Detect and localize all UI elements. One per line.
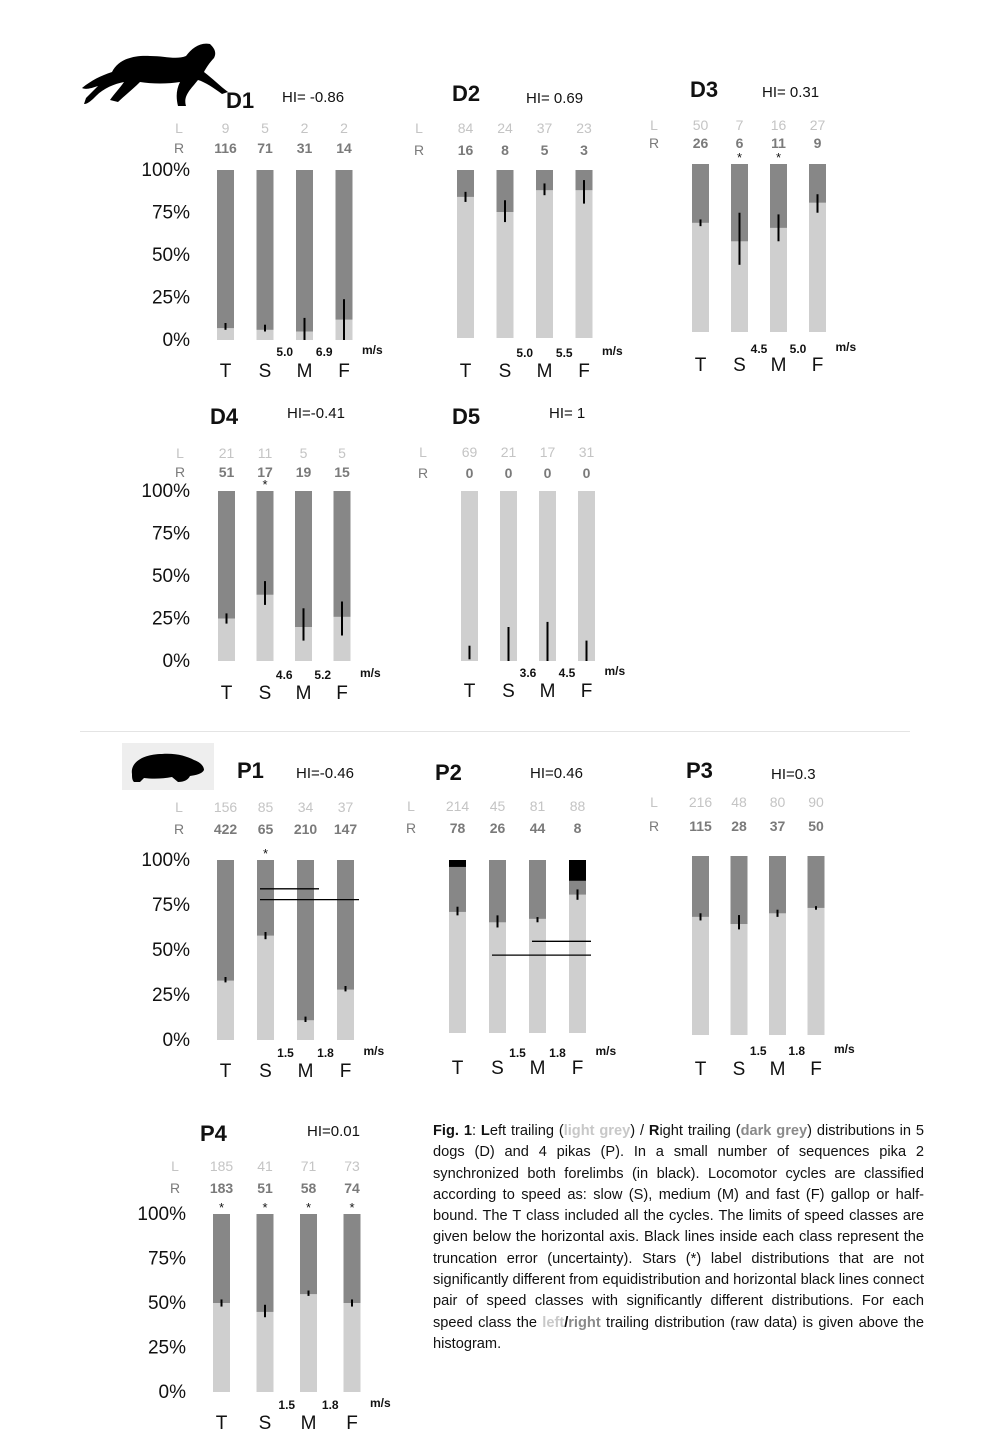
- bar-left-trailing: [809, 203, 826, 332]
- left-count: 2: [340, 120, 348, 136]
- y-tick-label: 100%: [137, 1204, 186, 1225]
- left-count: 16: [770, 117, 787, 133]
- bar-left-trailing: [217, 328, 234, 340]
- speed-limit-label: 1.5: [277, 1046, 294, 1060]
- left-count: 185: [209, 1158, 234, 1174]
- panel-title: P1: [237, 758, 264, 783]
- right-count: 115: [689, 818, 712, 834]
- bar-left-trailing: [213, 1303, 230, 1392]
- hi-index-label: HI=-0.46: [296, 765, 354, 782]
- y-tick-label: 25%: [147, 1337, 186, 1359]
- speed-limit-label: 1.5: [509, 1046, 526, 1060]
- speed-limit-label: 1.8: [788, 1044, 806, 1058]
- category-label: T: [463, 681, 476, 702]
- right-count: 0: [465, 465, 474, 481]
- panel-title: P4: [200, 1121, 227, 1146]
- left-count: 81: [529, 798, 546, 814]
- left-count: 84: [457, 120, 474, 136]
- y-tick-label: 25%: [151, 985, 190, 1006]
- right-count: 74: [344, 1180, 360, 1196]
- left-count: 156: [213, 799, 238, 815]
- figure-caption: [433, 1121, 924, 1355]
- unit-label: m/s: [360, 666, 381, 680]
- y-tick-label: 50%: [151, 940, 190, 961]
- row-label-left: L: [175, 799, 183, 815]
- category-label: S: [491, 1058, 504, 1079]
- right-count: 37: [769, 818, 786, 834]
- caption-l: L: [480, 1123, 490, 1139]
- category-label: F: [571, 1058, 584, 1079]
- left-count: 41: [257, 1158, 273, 1174]
- row-label-left: L: [650, 794, 658, 810]
- left-count: 21: [218, 445, 235, 461]
- equidistribution-star: *: [349, 1200, 355, 1215]
- bar-left-trailing: [217, 981, 234, 1040]
- hi-index-label: HI= 0.31: [762, 84, 820, 101]
- category-label: T: [694, 355, 707, 376]
- equidistribution-star: *: [305, 1200, 312, 1215]
- category-label: F: [336, 683, 348, 704]
- speed-limit-label: 6.9: [315, 345, 333, 359]
- category-label: S: [259, 1061, 272, 1082]
- category-label: F: [578, 361, 590, 382]
- right-count: 51: [218, 464, 235, 480]
- category-label: T: [459, 361, 472, 382]
- bar-left-trailing: [692, 917, 709, 1035]
- left-count: 69: [461, 444, 478, 460]
- right-count: 17: [257, 464, 273, 480]
- speed-limit-label: 1.8: [317, 1046, 334, 1060]
- hi-index-label: HI=0.46: [530, 765, 583, 782]
- left-count: 71: [300, 1158, 317, 1174]
- equidistribution-star: *: [262, 1200, 268, 1215]
- bar-left-trailing: [449, 912, 466, 1033]
- right-count: 147: [333, 821, 358, 837]
- speed-limit-label: 1.8: [549, 1046, 566, 1060]
- speed-limit-label: 4.6: [275, 668, 293, 682]
- bar-left-trailing: [489, 922, 506, 1033]
- category-label: F: [811, 355, 824, 376]
- category-label: S: [732, 1059, 746, 1080]
- speed-limit-label: 3.6: [519, 666, 537, 680]
- panel-title: D5: [452, 404, 481, 429]
- panel-title: P2: [435, 760, 462, 785]
- left-count: 214: [445, 798, 470, 814]
- right-count: 3: [580, 142, 588, 158]
- category-label: F: [580, 681, 593, 702]
- caption-dark-grey: dark grey: [740, 1123, 808, 1139]
- category-label: M: [770, 355, 787, 376]
- category-label: F: [338, 361, 350, 382]
- unit-label: m/s: [363, 1044, 385, 1058]
- bar-right-trailing: [297, 860, 314, 1040]
- unit-label: m/s: [834, 1042, 855, 1056]
- y-tick-label: 75%: [147, 1248, 186, 1270]
- right-count: 28: [731, 818, 747, 834]
- panel-title: D1: [226, 88, 255, 113]
- right-count: 0: [543, 465, 552, 481]
- right-count: 8: [501, 142, 509, 158]
- bar-left-trailing: [692, 223, 709, 332]
- left-count: 23: [576, 120, 592, 136]
- category-label: S: [502, 681, 515, 702]
- left-count: 17: [539, 444, 556, 460]
- pika-silhouette-icon: [122, 743, 214, 790]
- equidistribution-star: *: [736, 150, 743, 165]
- right-count: 78: [449, 820, 466, 836]
- left-count: 73: [344, 1158, 360, 1174]
- row-label-right: R: [648, 135, 660, 151]
- category-label: T: [451, 1058, 464, 1079]
- bar-left-trailing: [300, 1294, 317, 1392]
- speed-limit-label: 5.0: [276, 345, 294, 359]
- right-count: 16: [457, 142, 474, 158]
- category-label: M: [536, 361, 553, 382]
- category-label: S: [258, 1413, 272, 1434]
- row-label-left: L: [175, 120, 183, 136]
- caption-text: eft trailing (: [489, 1123, 564, 1139]
- y-tick-label: 75%: [151, 202, 190, 224]
- caption-text: ) distributions in 5 dogs (D) and 4 pikas (P). In a small number of sequences pika 2 synchronized both forelimbs (in black). Locomotor cycles are classified according to speed as: slow (S), medium (M) and fast (F) gallop or half-bound. The T class included all the cycles. The limits of speed classes are given below the horizontal axis. Black lines inside each class represent the truncation error (uncertainty). Stars (*) label distributions that are not significantly different from equidistribution and horizontal black lines connect pair of speed classes with significantly different distributions. For each speed class the: [433, 1123, 925, 1331]
- equidistribution-star: *: [218, 1200, 225, 1215]
- speed-limit-label: 4.5: [558, 666, 576, 680]
- right-count: 11: [771, 135, 786, 151]
- caption-fig: Fig. 1: [433, 1123, 472, 1139]
- y-tick-label: 0%: [162, 1030, 190, 1051]
- left-count: 7: [735, 117, 744, 133]
- category-label: F: [810, 1059, 822, 1080]
- equidistribution-star: *: [262, 477, 268, 492]
- right-count: 65: [257, 821, 274, 837]
- category-label: M: [295, 683, 312, 704]
- row-label-right: R: [417, 465, 429, 481]
- right-count: 183: [209, 1180, 234, 1196]
- speed-limit-label: 5.2: [314, 668, 332, 682]
- unit-label: m/s: [604, 664, 626, 678]
- y-tick-label: 0%: [162, 330, 190, 351]
- y-tick-label: 75%: [151, 523, 190, 545]
- bar-right-trailing: [296, 170, 313, 340]
- row-label-right: R: [413, 142, 425, 158]
- left-count: 88: [569, 798, 586, 814]
- speed-limit-label: 5.0: [789, 342, 807, 356]
- panel-title: D4: [210, 404, 239, 429]
- left-count: 80: [769, 794, 786, 810]
- caption-text: ) /: [630, 1123, 649, 1139]
- right-count: 8: [573, 820, 582, 836]
- left-count: 37: [536, 120, 553, 136]
- caption-text: trailing distribution (raw data) is given above the histogram.: [433, 1314, 924, 1352]
- row-label-right: R: [169, 1180, 181, 1196]
- category-label: S: [733, 355, 746, 376]
- hi-index-label: HI= 1: [549, 405, 586, 422]
- bar-left-trailing: [576, 190, 593, 338]
- left-count: 11: [257, 445, 273, 461]
- category-label: M: [297, 1061, 314, 1082]
- right-count: 58: [300, 1180, 317, 1196]
- hi-index-label: HI=0.01: [307, 1123, 360, 1140]
- y-tick-label: 50%: [147, 1293, 186, 1314]
- row-label-right: R: [174, 464, 186, 480]
- left-count: 45: [489, 798, 506, 814]
- speed-limit-label: 1.8: [321, 1398, 339, 1412]
- y-tick-label: 0%: [162, 651, 190, 672]
- hi-index-label: HI= -0.86: [282, 89, 345, 106]
- left-count: 2: [300, 120, 309, 136]
- bar-left-trailing: [461, 491, 478, 661]
- category-label: M: [296, 361, 313, 382]
- y-tick-label: 50%: [151, 566, 190, 587]
- row-label-left: L: [407, 798, 415, 814]
- category-label: T: [694, 1059, 707, 1080]
- equidistribution-star: *: [775, 150, 782, 165]
- right-count: 71: [257, 140, 273, 156]
- category-label: F: [339, 1061, 352, 1082]
- category-label: T: [215, 1413, 228, 1434]
- unit-label: m/s: [362, 343, 383, 357]
- right-count: 9: [813, 135, 822, 151]
- bar-left-trailing: [337, 990, 354, 1040]
- panel-title: P3: [686, 758, 713, 783]
- category-label: F: [346, 1413, 358, 1434]
- category-label: T: [219, 361, 232, 382]
- y-tick-label: 100%: [141, 160, 190, 181]
- left-count: 85: [257, 799, 274, 815]
- row-label-left: L: [176, 445, 184, 461]
- bar-left-trailing: [457, 197, 474, 338]
- speed-limit-label: 1.5: [278, 1398, 296, 1412]
- unit-label: m/s: [370, 1396, 391, 1410]
- bar-left-trailing: [257, 1312, 274, 1392]
- y-tick-label: 25%: [151, 608, 190, 630]
- bar-synchronized: [569, 860, 586, 881]
- right-count: 26: [692, 135, 709, 151]
- bar-left-trailing: [344, 1303, 361, 1392]
- y-tick-label: 100%: [141, 850, 190, 871]
- bar-left-trailing: [297, 1020, 314, 1040]
- caption-r: R: [648, 1123, 660, 1139]
- left-count: 5: [261, 120, 269, 136]
- y-tick-label: 75%: [151, 895, 190, 916]
- caption-slash: /: [564, 1314, 569, 1331]
- left-count: 5: [338, 445, 346, 461]
- row-label-right: R: [173, 821, 185, 837]
- right-count: 14: [336, 140, 352, 156]
- right-count: 210: [293, 821, 318, 837]
- bar-left-trailing: [536, 190, 553, 338]
- unit-label: m/s: [595, 1044, 617, 1058]
- category-label: M: [539, 681, 556, 702]
- caption-left: left: [542, 1314, 565, 1331]
- row-label-right: R: [648, 818, 660, 834]
- category-label: S: [258, 683, 272, 704]
- right-count: 51: [257, 1180, 273, 1196]
- bar-left-trailing: [529, 919, 546, 1033]
- category-label: T: [220, 683, 233, 704]
- caption-light-grey: light grey: [563, 1123, 631, 1139]
- caption-text: ight trailing (: [659, 1123, 741, 1139]
- bar-left-trailing: [731, 924, 748, 1035]
- right-count: 31: [296, 140, 313, 156]
- category-label: S: [498, 361, 512, 382]
- row-label-right: R: [405, 820, 417, 836]
- category-label: S: [258, 361, 272, 382]
- panel-title: D2: [452, 81, 481, 106]
- row-label-left: L: [415, 120, 423, 136]
- y-tick-label: 100%: [141, 481, 190, 502]
- separator-line: [80, 731, 910, 732]
- row-label-left: L: [171, 1158, 179, 1174]
- category-label: M: [769, 1059, 786, 1080]
- right-count: 26: [489, 820, 506, 836]
- y-tick-label: 50%: [151, 245, 190, 266]
- caption-right: right: [568, 1314, 601, 1331]
- bar-left-trailing: [218, 619, 235, 662]
- left-count: 9: [221, 120, 230, 136]
- hi-index-label: HI=0.3: [771, 766, 816, 783]
- left-count: 24: [497, 120, 513, 136]
- left-count: 21: [500, 444, 517, 460]
- bar-left-trailing: [497, 212, 514, 338]
- right-count: 0: [582, 465, 591, 481]
- category-label: M: [529, 1058, 546, 1079]
- speed-limit-label: 4.5: [750, 342, 768, 356]
- bar-left-trailing: [770, 228, 787, 332]
- hi-index-label: HI=-0.41: [287, 405, 345, 422]
- right-count: 116: [214, 140, 237, 156]
- bar-left-trailing: [257, 936, 274, 1040]
- panel-title: D3: [690, 77, 719, 102]
- bar-left-trailing: [769, 913, 786, 1035]
- right-count: 19: [295, 464, 312, 480]
- y-tick-label: 0%: [158, 1382, 186, 1403]
- left-count: 48: [731, 794, 747, 810]
- left-count: 50: [692, 117, 709, 133]
- row-label-left: L: [419, 444, 427, 460]
- right-count: 50: [808, 818, 824, 834]
- bar-synchronized: [449, 860, 466, 867]
- y-tick-label: 25%: [151, 287, 190, 309]
- hi-index-label: HI= 0.69: [526, 90, 584, 107]
- left-count: 216: [688, 794, 713, 810]
- right-count: 0: [504, 465, 513, 481]
- bar-left-trailing: [808, 908, 825, 1035]
- right-count: 6: [735, 135, 744, 151]
- unit-label: m/s: [835, 340, 857, 354]
- speed-limit-label: 5.5: [555, 346, 573, 360]
- left-count: 90: [808, 794, 824, 810]
- category-label: M: [300, 1413, 317, 1434]
- row-label-right: R: [173, 140, 185, 156]
- row-label-left: L: [650, 117, 658, 133]
- unit-label: m/s: [602, 344, 623, 358]
- caption-text: :: [471, 1123, 481, 1139]
- left-count: 31: [578, 444, 595, 460]
- right-count: 44: [529, 820, 546, 836]
- bar-right-trailing: [217, 170, 234, 340]
- speed-limit-label: 5.0: [516, 346, 534, 360]
- left-count: 34: [297, 799, 314, 815]
- bar-left-trailing: [578, 491, 595, 661]
- speed-limit-label: 1.5: [749, 1044, 767, 1058]
- dog-silhouette-icon: [82, 44, 228, 106]
- left-count: 27: [809, 117, 826, 133]
- right-count: 5: [540, 142, 549, 158]
- right-count: 15: [334, 464, 350, 480]
- category-label: T: [219, 1061, 232, 1082]
- equidistribution-star: *: [262, 846, 269, 861]
- left-count: 37: [337, 799, 354, 815]
- right-count: 422: [213, 821, 238, 837]
- left-count: 5: [299, 445, 308, 461]
- bar-right-trailing: [257, 170, 274, 340]
- bar-left-trailing: [569, 895, 586, 1033]
